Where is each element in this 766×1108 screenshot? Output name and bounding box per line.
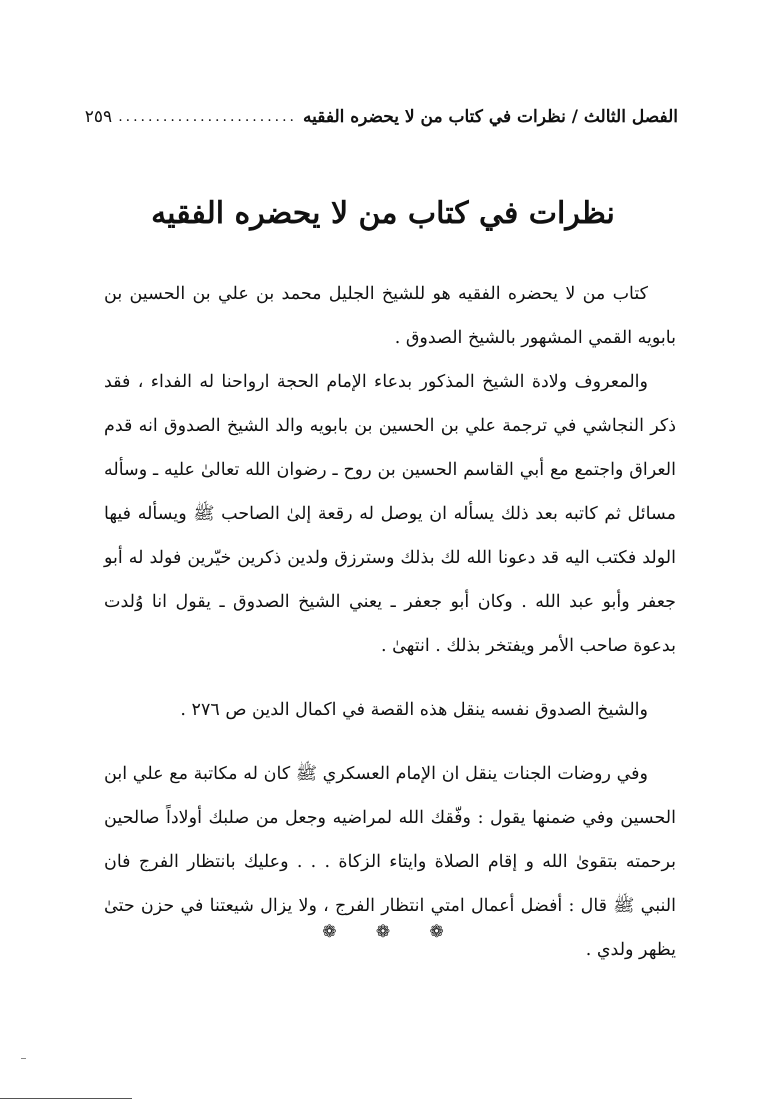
running-header bbox=[84, 102, 678, 132]
body-text bbox=[104, 272, 676, 972]
paragraph: وفي روضات الجنات ينقل ان الإمام العسكري ﷺ كان له مكاتبة مع علي ابن الحسين وفي ضمنها يقول : وفّقك الله لمراضيه وجعل من صلبك أولاداً صالحين برحمته بتقوىٰ الله و إقام الصلاة وايتاء الزكاة . . . وعليك بانتظار الفرج فان النبي ﷺ قال : أفضل أعمال امتي انتظار الفرج ، ولا يزال شيعتنا في حزن حتىٰ يظهر ولدي . bbox=[104, 764, 676, 960]
paragraph: والمعروف ولادة الشيخ المذكور بدعاء الإمام الحجة ارواحنا له الفداء ، فقد ذكر النجاشي في ترجمة علي بن الحسين بن بابويه والد الشيخ الصدوق انه قدم العراق واجتمع مع أبي القاسم الحسين بن روح ـ رضوان الله تعالىٰ عليه ـ وسأله مسائل ثم كاتبه بعد ذلك يسأله ان يوصل له رقعة إلىٰ الصاحب ﷺ ويسأله فيها الولد فكتب اليه قد دعونا الله لك بذلك وسترزق ولدين ذكرين خيّرين فولد له أبو جعفر وأبو عبد الله . وكان أبو جعفر ـ يعني الشيخ الصدوق ـ يقول انا وُلدت بدعوة صاحب الأمر ويفتخر بذلك . انتهىٰ . bbox=[104, 372, 676, 656]
ornament-divider: ❁ ❁ ❁ bbox=[322, 922, 444, 942]
page-title: نظرات في كتاب من لا يحضره الفقيه bbox=[151, 196, 615, 231]
chapter-title: الفصل الثالث / نظرات في كتاب من لا يحضره الفقيه bbox=[303, 107, 678, 127]
scan-mark bbox=[21, 1058, 26, 1059]
leader-dots: ........................ bbox=[118, 109, 297, 125]
paragraph: كتاب من لا يحضره الفقيه هو للشيخ الجليل محمد بن علي بن الحسين بن بابويه القمي المشهور بالشيخ الصدوق . bbox=[104, 284, 676, 348]
footer-rule bbox=[0, 1098, 132, 1099]
page-number: ٢٥٩ bbox=[84, 107, 113, 127]
paragraph: والشيخ الصدوق نفسه ينقل هذه القصة في اكمال الدين ص ٢٧٦ . bbox=[180, 700, 648, 720]
